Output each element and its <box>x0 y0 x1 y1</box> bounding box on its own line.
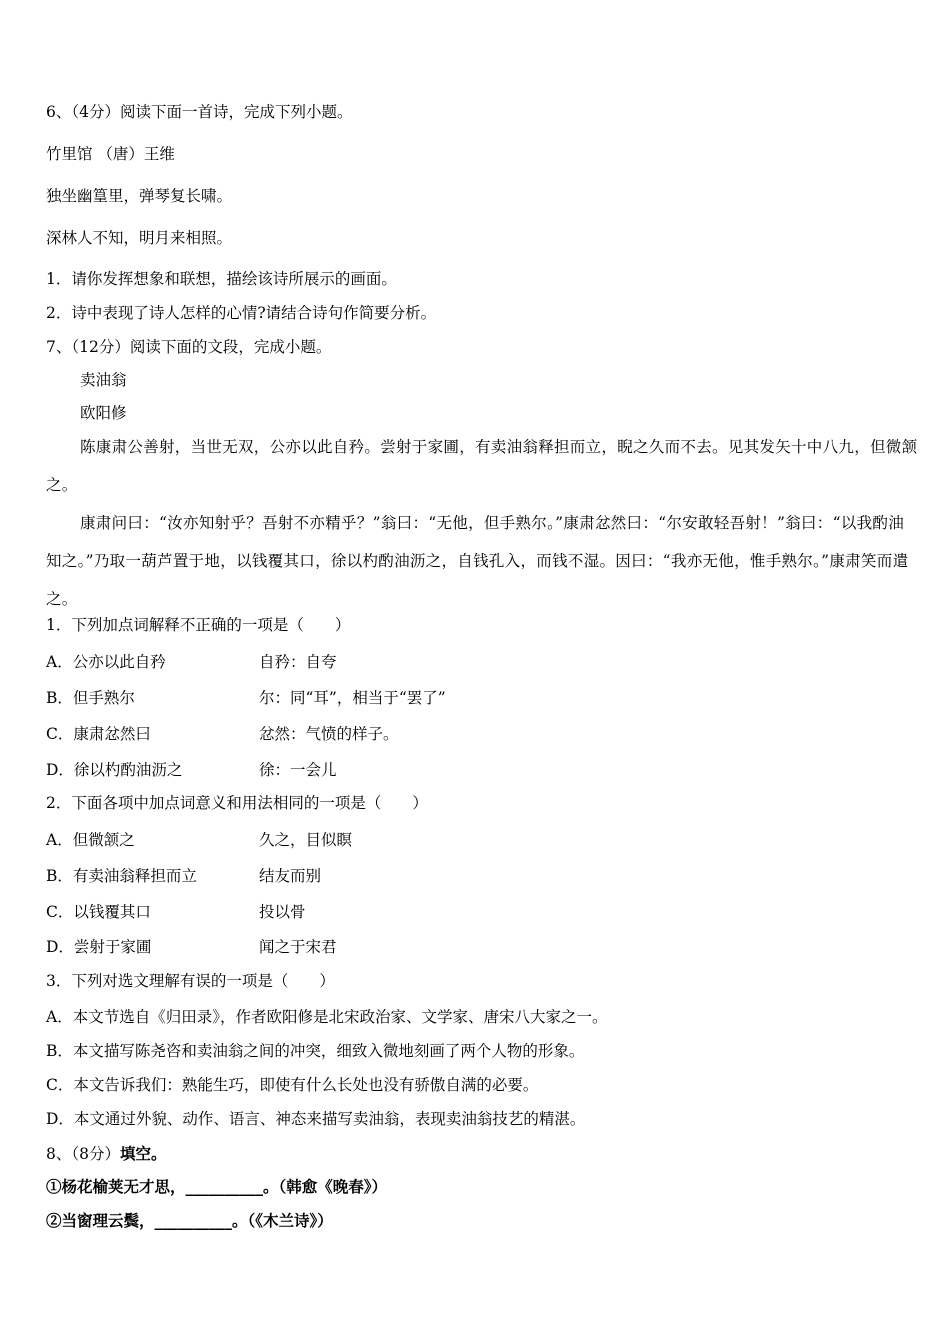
q7-sub1-stem: 1．下列加点词解释不正确的一项是（ ） <box>46 616 351 634</box>
q7-sub1-option-a-gloss: 自矜：自夸 <box>259 653 337 671</box>
q7-sub2-option-c: C．以钱覆其口 <box>46 903 151 921</box>
q7-sub2-option-c-compare: 投以骨 <box>259 903 306 921</box>
q7-sub1-option-d: D．徐以杓酌油沥之 <box>46 761 183 779</box>
q6-poem-line-1: 独坐幽篁里，弹琴复长啸。 <box>46 187 233 205</box>
q7-sub1-option-c-gloss: 忿然：气愤的样子。 <box>259 725 399 743</box>
q7-sub1-option-a: A．公亦以此自矜 <box>46 653 166 671</box>
q8-fill-item-1: ①杨花榆荚无才思，__________。（韩愈《晚春》） <box>46 1177 388 1196</box>
q8-header <box>46 1144 167 1164</box>
q7-text-author: 欧阳修 <box>80 404 127 422</box>
q7-header: 7、（12分）阅读下面的文段，完成小题。 <box>46 338 332 356</box>
q7-sub1-option-b-gloss: 尔：同“耳”，相当于“罢了” <box>259 689 446 707</box>
q7-sub2-option-b-compare: 结友而别 <box>259 867 322 885</box>
q7-sub2-option-a-compare: 久之，目似瞑 <box>259 831 353 849</box>
q6-sub-question-2: 2．诗中表现了诗人怎样的心情?请结合诗句作简要分析。 <box>46 304 437 322</box>
q8-header-prefix: 8、（8分） <box>46 1145 120 1163</box>
q7-sub1-option-b: B．但手熟尔 <box>46 689 135 707</box>
q7-sub1-option-d-gloss: 徐：一会儿 <box>259 761 337 779</box>
q7-sub1-option-c: C．康肃忿然曰 <box>46 725 151 743</box>
q8-header-instruction: 填空。 <box>119 1144 167 1163</box>
q7-sub2-option-b: B．有卖油翁释担而立 <box>46 867 197 885</box>
q7-paragraph-1: 陈康肃公善射，当世无双，公亦以此自矜。尝射于家圃，有卖油翁释担而立，睨之久而不去。见其发矢十中八九，但微颔之。 <box>46 438 918 494</box>
q7-sub3-stem: 3．下列对选文理解有误的一项是（ ） <box>46 972 335 990</box>
q6-poem-title: 竹里馆 （唐）王维 <box>46 145 175 163</box>
q8-fill-item-2: ②当窗理云鬓，__________。（《木兰诗》） <box>46 1211 333 1230</box>
q7-sub2-option-d: D．尝射于家圃 <box>46 938 152 956</box>
q6-sub-question-1: 1．请你发挥想象和联想，描绘该诗所展示的画面。 <box>46 270 397 288</box>
q7-sub3-option-a: A．本文节选自《归田录》，作者欧阳修是北宋政治家、文学家、唐宋八大家之一。 <box>46 1008 608 1026</box>
q7-passage <box>46 428 918 618</box>
q7-sub3-option-c: C．本文告诉我们：熟能生巧，即使有什么长处也没有骄傲自满的必要。 <box>46 1076 539 1094</box>
q7-sub2-option-a: A．但微颔之 <box>46 831 135 849</box>
q7-sub3-option-b: B．本文描写陈尧咨和卖油翁之间的冲突，细致入微地刻画了两个人物的形象。 <box>46 1042 585 1060</box>
q7-sub3-option-d: D．本文通过外貌、动作、语言、神态来描写卖油翁，表现卖油翁技艺的精湛。 <box>46 1110 586 1128</box>
q7-sub2-option-d-compare: 闻之于宋君 <box>259 938 337 956</box>
q6-poem-line-2: 深林人不知，明月来相照。 <box>46 229 233 247</box>
q7-sub2-stem: 2．下面各项中加点词意义和用法相同的一项是（ ） <box>46 794 428 812</box>
q7-paragraph-2: 康肃问曰：“汝亦知射乎？吾射不亦精乎？”翁曰：“无他，但手熟尔。”康肃忿然曰：“尔安敢轻吾射！”翁曰：“以我酌油知之。”乃取一葫芦置于地，以钱覆其口，徐以杓酌油沥之，自钱孔入，而钱不湿。因曰：“我亦无他，惟手熟尔。”康肃笑而遣之。 <box>46 514 909 608</box>
q6-header: 6、（4分）阅读下面一首诗，完成下列小题。 <box>46 103 353 121</box>
q7-text-title: 卖油翁 <box>80 371 127 389</box>
